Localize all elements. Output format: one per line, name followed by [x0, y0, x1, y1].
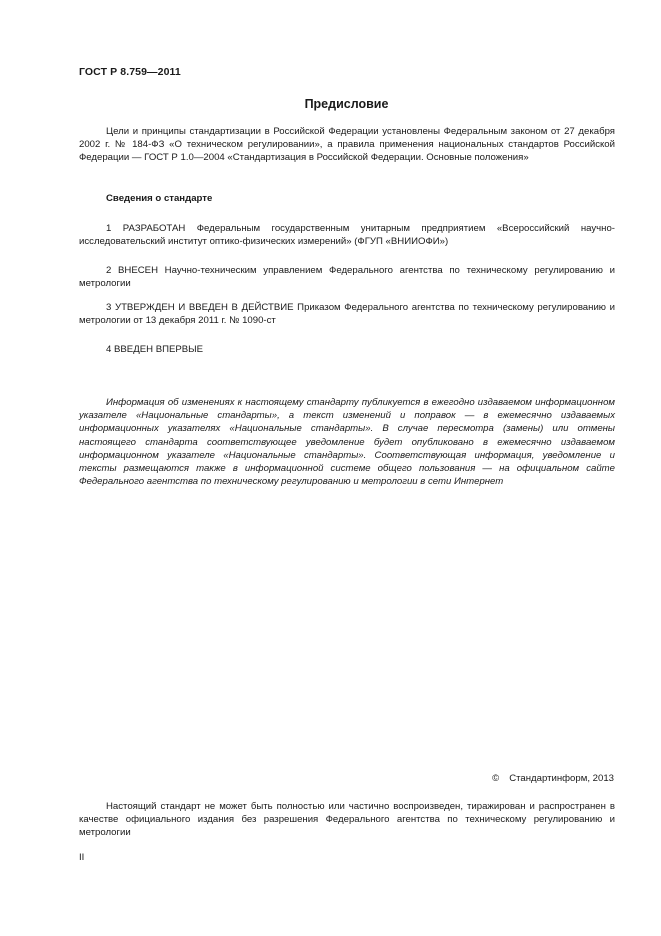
foreword-intro: Цели и принципы стандартизации в Российской Федерации установлены Федеральным законом от 27 декабря 2002 г. № 184-ФЗ «О техническом регулировании», а правила применения национальных стандартов Российской Федерации — ГОСТ Р 1.0—2004 «Стандартизация в Российской Федерации. Основные положения» — [79, 126, 615, 164]
changes-info-paragraph: Информация об изменениях к настоящему стандарту публикуется в ежегодно издаваемом информационном указателе «Национальные стандарты», а текст изменений и поправок — в ежемесячно издаваемых информационных указателях «Национальные стандарты». В случае пересмотра (замены) или отмены настоящего стандарта соответствующее уведомление будет опубликовано в ежемесячно издаваемом информационном указателе «Национальные стандарты». Соответствующая информация, уведомление и тексты размещаются также в информационной системе общего пользования — на официальном сайте Федерального агентства по техническому регулированию и метрологии в сети Интернет — [79, 397, 615, 488]
page-number: II — [79, 852, 85, 863]
info-item-submitted: 2 ВНЕСЕН Научно-техническим управлением Федерального агентства по техническому регулированию и метрологии — [79, 265, 615, 290]
copyright-line — [492, 773, 614, 784]
standard-code: ГОСТ Р 8.759—2011 — [79, 66, 181, 78]
copyright-icon: © — [492, 773, 500, 784]
info-item-approved: 3 УТВЕРЖДЕН И ВВЕДЕН В ДЕЙСТВИЕ Приказом Федерального агентства по техническому регулированию и метрологии от 13 декабря 2011 г. № 1090-ст — [79, 302, 615, 327]
copyright-text: Стандартинформ, 2013 — [509, 773, 614, 784]
standard-info-heading: Сведения о стандарте — [106, 193, 213, 204]
reproduction-notice: Настоящий стандарт не может быть полностью или частично воспроизведен, тиражирован и распространен в качестве официального издания без разрешения Федерального агентства по техническому регулированию и метрологии — [79, 801, 615, 839]
info-item-developed: 1 РАЗРАБОТАН Федеральным государственным унитарным предприятием «Всероссийский научно-исследовательский институт оптико-физических измерений» (ФГУП «ВНИИОФИ») — [79, 223, 615, 248]
info-item-first-introduced: 4 ВВЕДЕН ВПЕРВЫЕ — [106, 344, 204, 355]
foreword-title: Предисловие — [304, 97, 389, 111]
